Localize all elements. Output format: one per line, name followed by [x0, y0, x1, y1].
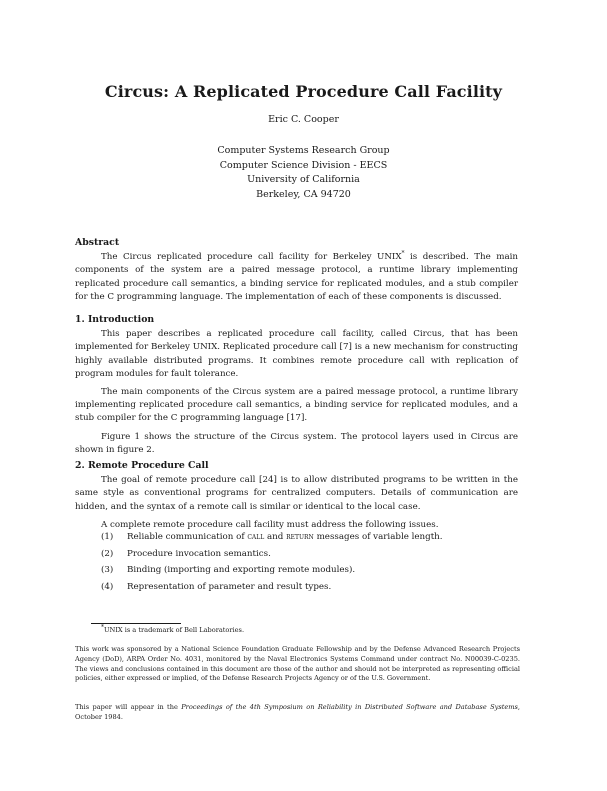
list-item: [101, 579, 521, 596]
footnote-trademark: *UNIX is a trademark of Bell Laboratories.: [101, 623, 245, 634]
list-text: Binding (importing and exporting remote modules).: [127, 565, 356, 575]
abstract-text-start: The Circus replicated procedure call facility for Berkeley UNIX: [101, 252, 402, 263]
list-number: (4): [101, 581, 114, 592]
paper-title: Circus: A Replicated Procedure Call Facility: [104, 82, 503, 101]
footnote-publication: This paper will appear in the Proceedings of the 4th Symposium on Reliability in Distributed Software and Database Systems, October 1984.: [75, 703, 521, 721]
list-number: (1): [101, 532, 114, 542]
paragraph: The goal of remote procedure call [24] is to allow distributed programs to be written in the same style as conventional programs for centralized computers. Details of communication are hidden, and the syntax of a remote call is similar or identical to the local case.: [75, 475, 518, 512]
abstract-heading: Abstract: [75, 237, 120, 248]
issues-list: [101, 529, 521, 595]
affiliation-line: University of California: [247, 174, 360, 185]
list-item: [101, 562, 521, 579]
abstract-text-end: is described. The main components of the system are a paired message protocol, a runtime library implementing replicated procedure call semantics, a binding service for replicated modules, and a stub compiler for the C programming language. The implementation of each of these components is discussed.: [75, 252, 518, 302]
footnote-sponsorship: This work was sponsored by a National Science Foundation Graduate Fellowship and by the Defense Advanced Research Projects Agency (DoD), ARPA Order No. 4031, monitored by the Naval Electronics Systems Command under contract No. N00039-C-0235. The views and conclusions contained in this document are those of the author and should not be interpreted as representing official policies, either expressed or implied, of the Defense Research Projects Agency or of the U.S. Government.: [75, 645, 520, 683]
abstract-section: [75, 236, 518, 304]
affiliation-line: Computer Systems Research Group: [217, 145, 390, 156]
abstract-paragraph: [75, 251, 518, 304]
list-item: [101, 546, 521, 563]
list-number: (2): [101, 548, 114, 559]
footnote-divider: [91, 623, 181, 624]
introduction-section: [75, 313, 518, 457]
paragraph: The main components of the Circus system are a paired message protocol, a runtime library implementing replicated procedure call semantics, a binding service for replicated modules, and a stub compiler for the C programming language [17].: [75, 387, 518, 424]
list-text: Procedure invocation semantics.: [127, 548, 271, 559]
paragraph: Figure 1 shows the structure of the Circus system. The protocol layers used in Circus are shown in figure 2.: [75, 431, 518, 455]
affiliation-block: [0, 144, 607, 202]
paragraph: This paper describes a replicated procedure call facility, called Circus, that has been implemented for Berkeley UNIX. Replicated procedure call [7] is a new mechanism for constructing highly available distributed programs. It combines remote procedure call with replication of program modules for fault tolerance.: [75, 329, 518, 379]
author-name: Eric C. Cooper: [268, 114, 339, 125]
footnote-marker: *: [401, 250, 405, 258]
affiliation-line: Computer Science Division - EECS: [219, 159, 388, 171]
list-text: Representation of parameter and result types.: [127, 581, 332, 592]
paragraph: A complete remote procedure call facility must address the following issues.: [101, 519, 439, 530]
list-text: Reliable communication of call and return messages of variable length.: [127, 532, 443, 542]
list-item: [101, 529, 521, 546]
section-heading-introduction: 1. Introduction: [75, 314, 155, 325]
affiliation-line: Berkeley, CA 94720: [256, 188, 351, 200]
list-number: (3): [101, 565, 114, 575]
section-heading-rpc: 2. Remote Procedure Call: [75, 460, 209, 471]
remote-procedure-call-section: [75, 459, 518, 532]
